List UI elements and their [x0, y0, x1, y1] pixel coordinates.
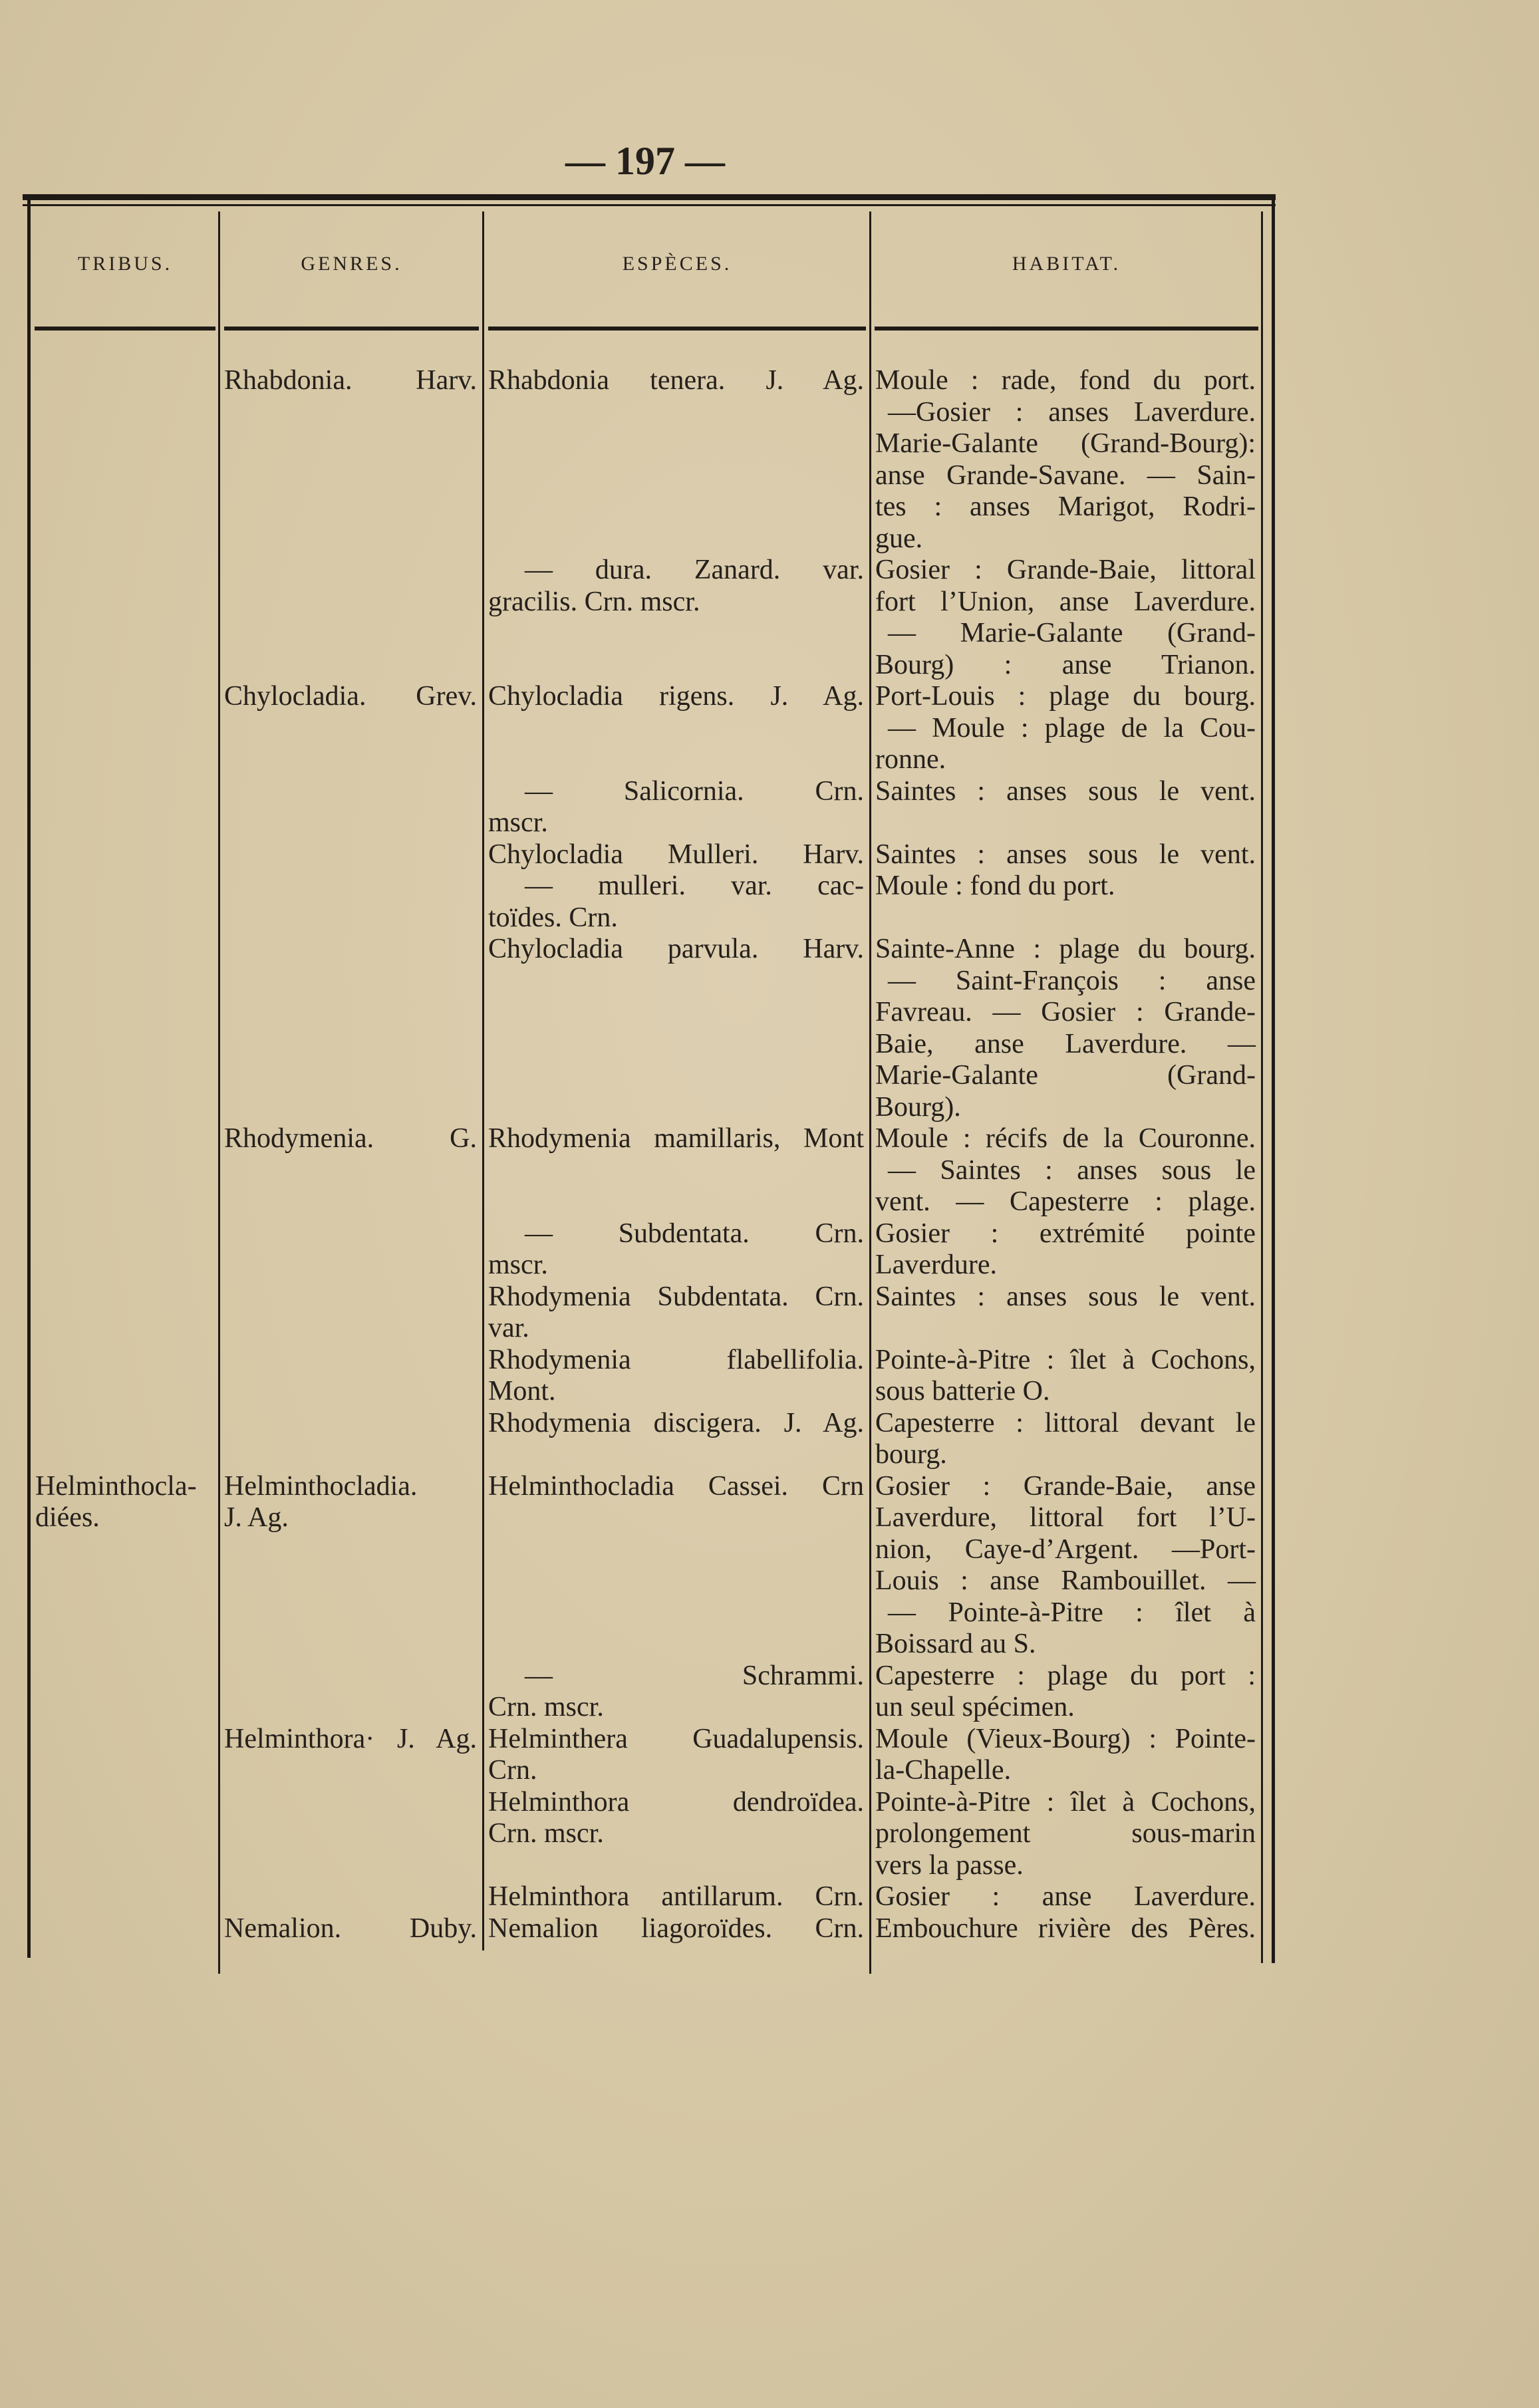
- table-line: [31, 491, 1262, 523]
- genres-cell: [219, 839, 484, 871]
- habitat-cell: Gosier : anse Laverdure.: [875, 1881, 1256, 1912]
- tribus-cell: [31, 1818, 219, 1850]
- genres-cell: [219, 1565, 484, 1597]
- especes-cell: Crn. mscr.: [488, 1818, 604, 1849]
- habitat-cell: Moule (Vieux-Bourg) : Pointe-: [875, 1723, 1256, 1754]
- header-genres: GENRES.: [301, 253, 402, 275]
- tribus-cell: [31, 1186, 219, 1218]
- especes-cell: [484, 650, 871, 682]
- table-line: [31, 1155, 1262, 1187]
- habitat-cell: Pointe-à-Pitre : îlet à Cochons,: [875, 1786, 1256, 1817]
- header-habitat: HABITAT.: [1012, 253, 1121, 275]
- tribus-cell: [31, 744, 219, 776]
- tribus-cell: [31, 555, 219, 587]
- genres-cell: Nemalion. Duby.: [224, 1913, 477, 1944]
- especes-cell: [484, 618, 871, 650]
- tribus-cell: Helminthocla-: [35, 1470, 197, 1502]
- genres-cell: [219, 1408, 484, 1440]
- habitat-cell: Embouchure rivière des Pères.: [875, 1913, 1256, 1944]
- table-line: [31, 744, 1262, 776]
- especes-cell: [484, 397, 871, 429]
- table-line: [31, 1060, 1262, 1092]
- especes-cell: Nemalion liagoroïdes. Crn.: [488, 1913, 864, 1944]
- table-line: [31, 1502, 1262, 1534]
- table-line: [31, 1850, 1262, 1882]
- genres-cell: [219, 428, 484, 460]
- tribus-cell: [31, 523, 219, 555]
- habitat-cell: Marie-Galante (Grand-Bourg):: [875, 428, 1256, 459]
- genres-cell: [219, 713, 484, 745]
- genres-cell: Rhodymenia. G.: [224, 1123, 477, 1154]
- genres-cell: [219, 397, 484, 429]
- especes-cell: Rhodymenia discigera. J. Ag.: [488, 1407, 864, 1438]
- habitat-cell: Laverdure, littoral fort l’U-: [875, 1502, 1256, 1533]
- genres-cell: Chylocladia. Grev.: [224, 681, 477, 712]
- especes-cell: — Schrammi.: [525, 1660, 864, 1691]
- table-line: [31, 1724, 1262, 1756]
- genres-cell: [219, 1597, 484, 1629]
- table-line: [31, 839, 1262, 871]
- table-line: [31, 1565, 1262, 1597]
- habitat-cell: gue.: [875, 523, 923, 554]
- habitat-cell: Louis : anse Rambouillet. —: [875, 1565, 1256, 1596]
- especes-cell: [484, 713, 871, 745]
- habitat-cell: Moule : rade, fond du port.: [875, 365, 1256, 396]
- habitat-cell: prolongement sous-marin: [875, 1818, 1256, 1849]
- habitat-cell: un seul spécimen.: [875, 1692, 1075, 1722]
- tribus-cell: [31, 1534, 219, 1566]
- habitat-cell: Moule : récifs de la Couronne.: [875, 1123, 1256, 1154]
- genres-cell: Helminthocladia.: [224, 1470, 418, 1502]
- habitat-cell: vent. — Capesterre : plage.: [875, 1186, 1256, 1217]
- especes-cell: Helminthocladia Cassei. Crn: [488, 1470, 864, 1502]
- table-line: [31, 428, 1262, 460]
- habitat-cell: vers la passe.: [875, 1849, 1024, 1881]
- habitat-cell: Bourg) : anse Trianon.: [875, 649, 1256, 680]
- tribus-cell: [31, 1376, 219, 1408]
- table-line: [31, 618, 1262, 650]
- table-line: [31, 1439, 1262, 1471]
- tribus-cell: [31, 1250, 219, 1281]
- genres-cell: [219, 934, 484, 966]
- table-line: [31, 1913, 1262, 1945]
- habitat-cell: Marie-Galante (Grand-: [875, 1060, 1256, 1091]
- habitat-cell: Capesterre : littoral devant le: [875, 1407, 1256, 1438]
- genres-cell: [219, 1313, 484, 1345]
- table-line: [31, 966, 1262, 998]
- genres-cell: [219, 1218, 484, 1250]
- especes-cell: [484, 1092, 871, 1124]
- table-line: [31, 1218, 1262, 1250]
- genres-cell: [219, 555, 484, 587]
- tribus-cell: [31, 1881, 219, 1913]
- table-line: [31, 1123, 1262, 1155]
- tribus-cell: [31, 587, 219, 618]
- tribus-cell: [31, 776, 219, 808]
- tribus-cell: [31, 1155, 219, 1187]
- genres-cell: [219, 587, 484, 618]
- genres-cell: [219, 902, 484, 934]
- especes-cell: [484, 966, 871, 998]
- table-line: [31, 1345, 1262, 1377]
- especes-cell: Chylocladia parvula. Harv.: [488, 934, 864, 964]
- especes-cell: [484, 997, 871, 1029]
- table-line: [31, 1092, 1262, 1124]
- tribus-cell: [31, 870, 219, 902]
- genres-cell: [219, 1250, 484, 1281]
- especes-cell: [484, 1597, 871, 1629]
- table-line: [31, 1376, 1262, 1408]
- table-line: [31, 1661, 1262, 1692]
- table-line: [31, 1692, 1262, 1724]
- tribus-cell: [31, 1345, 219, 1377]
- habitat-cell: — Saint-François : anse: [888, 965, 1256, 996]
- genres-cell: [219, 491, 484, 523]
- table-line: [31, 555, 1262, 587]
- genres-cell: [219, 1755, 484, 1787]
- especes-cell: [484, 1629, 871, 1661]
- genres-cell: [219, 1692, 484, 1724]
- table-line: [31, 1818, 1262, 1850]
- habitat-cell: Bourg).: [875, 1091, 961, 1123]
- habitat-cell: Moule : fond du port.: [875, 870, 1115, 901]
- genres-cell: [219, 1534, 484, 1566]
- habitat-cell: [871, 1313, 1262, 1345]
- habitat-cell: Baie, anse Laverdure. —: [875, 1028, 1256, 1059]
- table-line: [31, 1029, 1262, 1061]
- tribus-cell: [31, 1629, 219, 1661]
- page-number: — 197 —: [565, 139, 725, 183]
- habitat-cell: Saintes : anses sous le vent.: [875, 839, 1256, 870]
- header-underline: [875, 327, 1258, 331]
- tribus-cell: [31, 966, 219, 998]
- especes-cell: Chylocladia Mulleri. Harv.: [488, 839, 864, 870]
- tribus-cell: [31, 1092, 219, 1124]
- especes-cell: — Salicornia. Crn.: [525, 775, 864, 807]
- genres-cell: Rhabdonia. Harv.: [224, 365, 477, 396]
- tribus-cell: [31, 713, 219, 745]
- genres-cell: [219, 1345, 484, 1377]
- genres-cell: [219, 870, 484, 902]
- habitat-cell: fort l’Union, anse Laverdure.: [875, 586, 1256, 617]
- habitat-cell: Pointe-à-Pitre : îlet à Cochons,: [875, 1344, 1256, 1375]
- table-line: [31, 460, 1262, 492]
- habitat-cell: Boissard au S.: [875, 1629, 1036, 1659]
- especes-cell: var.: [488, 1313, 529, 1343]
- tribus-cell: [31, 1597, 219, 1629]
- habitat-cell: — Marie-Galante (Grand-: [888, 618, 1256, 648]
- table-line: [31, 934, 1262, 966]
- table-line: [31, 1471, 1262, 1503]
- especes-cell: — dura. Zanard. var.: [525, 555, 864, 585]
- table-top-rule: [23, 194, 1276, 200]
- especes-cell: [484, 1186, 871, 1218]
- habitat-cell: Saintes : anses sous le vent.: [875, 1281, 1256, 1312]
- especes-cell: Rhodymenia Subdentata. Crn.: [488, 1281, 864, 1312]
- tribus-cell: [31, 902, 219, 934]
- tribus-cell: [31, 460, 219, 492]
- tribus-cell: diées.: [35, 1502, 100, 1533]
- table-line: [31, 713, 1262, 745]
- genres-cell: [219, 460, 484, 492]
- genres-cell: [219, 1850, 484, 1882]
- tribus-cell: [31, 1565, 219, 1597]
- genres-cell: [219, 776, 484, 808]
- table-line: [31, 1629, 1262, 1661]
- genres-cell: [219, 1155, 484, 1187]
- genres-cell: [219, 1881, 484, 1913]
- tribus-cell: [31, 1218, 219, 1250]
- genres-cell: [219, 1629, 484, 1661]
- header-underline: [224, 327, 479, 331]
- table-top-thin-rule: [23, 204, 1276, 206]
- table-line: [31, 870, 1262, 902]
- tribus-cell: [31, 1408, 219, 1440]
- genres-cell: [219, 966, 484, 998]
- genres-cell: [219, 1439, 484, 1471]
- genres-cell: [219, 997, 484, 1029]
- genres-cell: Helminthora· J. Ag.: [224, 1723, 477, 1754]
- table-line: [31, 997, 1262, 1029]
- especes-cell: [484, 460, 871, 492]
- habitat-cell: Gosier : extrémité pointe: [875, 1218, 1256, 1249]
- especes-cell: Rhabdonia tenera. J. Ag.: [488, 365, 864, 396]
- especes-cell: [484, 1534, 871, 1566]
- habitat-cell: nion, Caye-d’Argent. —Port-: [875, 1534, 1256, 1565]
- table-line: [31, 1787, 1262, 1819]
- tribus-cell: [31, 1850, 219, 1882]
- especes-cell: [484, 744, 871, 776]
- especes-cell: Mont.: [488, 1376, 556, 1406]
- tribus-cell: [31, 997, 219, 1029]
- habitat-cell: Favreau. — Gosier : Grande-: [875, 997, 1256, 1027]
- genres-cell: [219, 1092, 484, 1124]
- table-line: [31, 1313, 1262, 1345]
- table-line: [31, 1755, 1262, 1787]
- habitat-cell: —Gosier : anses Laverdure.: [888, 396, 1256, 428]
- especes-cell: [484, 1060, 871, 1092]
- especes-cell: — mulleri. var. cac-: [525, 870, 864, 901]
- table-line: [31, 681, 1262, 713]
- table-line: [31, 1881, 1262, 1913]
- especes-cell: [484, 1155, 871, 1187]
- habitat-cell: bourg.: [875, 1439, 947, 1470]
- especes-cell: Helminthera Guadalupensis.: [488, 1723, 864, 1754]
- habitat-cell: Laverdure.: [875, 1250, 998, 1280]
- tribus-cell: [31, 618, 219, 650]
- table-line: [31, 1250, 1262, 1281]
- genres-cell: [219, 618, 484, 650]
- tribus-cell: [31, 1661, 219, 1692]
- tribus-cell: [31, 1692, 219, 1724]
- especes-cell: — Subdentata. Crn.: [525, 1218, 864, 1249]
- especes-cell: [484, 1029, 871, 1061]
- genres-cell: J. Ag.: [224, 1502, 289, 1533]
- tribus-cell: [31, 807, 219, 839]
- especes-cell: [484, 1850, 871, 1882]
- habitat-cell: [871, 807, 1262, 839]
- especes-cell: [484, 428, 871, 460]
- habitat-cell: Saintes : anses sous le vent.: [875, 775, 1256, 807]
- genres-cell: [219, 1029, 484, 1061]
- especes-cell: [484, 1565, 871, 1597]
- table-line: [31, 587, 1262, 618]
- tribus-cell: [31, 491, 219, 523]
- genres-cell: [219, 1281, 484, 1313]
- tribus-cell: [31, 1029, 219, 1061]
- especes-cell: mscr.: [488, 807, 548, 838]
- tribus-cell: [31, 1724, 219, 1756]
- genres-cell: [219, 1818, 484, 1850]
- tribus-cell: [31, 839, 219, 871]
- especes-cell: [484, 1502, 871, 1534]
- tribus-cell: [31, 1439, 219, 1471]
- tribus-cell: [31, 1281, 219, 1313]
- table-line: [31, 1597, 1262, 1629]
- tribus-cell: [31, 681, 219, 713]
- header-underline: [488, 327, 866, 331]
- table-line: [31, 1408, 1262, 1440]
- habitat-cell: [871, 902, 1262, 934]
- genres-cell: [219, 1060, 484, 1092]
- table-line: [31, 523, 1262, 555]
- header-especes: ESPÈCES.: [622, 253, 732, 275]
- tribus-cell: [31, 397, 219, 429]
- habitat-cell: — Pointe-à-Pitre : îlet à: [888, 1597, 1256, 1628]
- table-line: [31, 1186, 1262, 1218]
- especes-cell: [484, 523, 871, 555]
- habitat-cell: Gosier : Grande-Baie, anse: [875, 1470, 1256, 1502]
- especes-cell: Rhodymenia flabellifolia.: [488, 1344, 864, 1375]
- especes-cell: [484, 491, 871, 523]
- habitat-cell: sous batterie O.: [875, 1376, 1050, 1406]
- especes-cell: Helminthora dendroïdea.: [488, 1786, 864, 1817]
- habitat-cell: la-Chapelle.: [875, 1755, 1012, 1786]
- tribus-cell: [31, 1755, 219, 1787]
- genres-cell: [219, 1376, 484, 1408]
- especes-cell: Rhodymenia mamillaris, Mont: [488, 1123, 864, 1154]
- habitat-cell: — Saintes : anses sous le: [888, 1154, 1256, 1186]
- habitat-cell: Sainte-Anne : plage du bourg.: [875, 934, 1256, 964]
- table-line: [31, 1534, 1262, 1566]
- especes-cell: mscr.: [488, 1250, 548, 1280]
- table-right-border: [1272, 194, 1275, 1963]
- genres-cell: [219, 744, 484, 776]
- especes-cell: toïdes. Crn.: [488, 902, 618, 933]
- tribus-cell: [31, 1123, 219, 1155]
- genres-cell: [219, 807, 484, 839]
- table-body: [31, 365, 1262, 1944]
- habitat-cell: tes : anses Marigot, Rodri-: [875, 491, 1256, 522]
- table-line: [31, 902, 1262, 934]
- tribus-cell: [31, 1313, 219, 1345]
- especes-cell: gracilis. Crn. mscr.: [488, 586, 700, 617]
- tribus-cell: [31, 1913, 219, 1945]
- genres-cell: [219, 523, 484, 555]
- habitat-cell: Port-Louis : plage du bourg.: [875, 681, 1256, 712]
- genres-cell: [219, 1787, 484, 1819]
- habitat-cell: Gosier : Grande-Baie, littoral: [875, 555, 1256, 585]
- table-line: [31, 397, 1262, 429]
- genres-cell: [219, 1661, 484, 1692]
- tribus-cell: [31, 428, 219, 460]
- genres-cell: [219, 1186, 484, 1218]
- especes-cell: Helminthora antillarum. Crn.: [488, 1881, 864, 1912]
- habitat-cell: Capesterre : plage du port :: [875, 1660, 1256, 1691]
- table-line: [31, 1281, 1262, 1313]
- especes-cell: Crn. mscr.: [488, 1692, 604, 1722]
- header-underline: [35, 327, 215, 331]
- habitat-cell: — Moule : plage de la Cou-: [888, 712, 1256, 743]
- genres-cell: [219, 650, 484, 682]
- tribus-cell: [31, 1787, 219, 1819]
- especes-cell: [484, 1439, 871, 1471]
- table-line: [31, 365, 1262, 397]
- especes-cell: Crn.: [488, 1755, 537, 1786]
- table-line: [31, 807, 1262, 839]
- especes-cell: Chylocladia rigens. J. Ag.: [488, 681, 864, 712]
- tribus-cell: [31, 934, 219, 966]
- header-tribus: TRIBUS.: [77, 253, 173, 275]
- tribus-cell: [31, 365, 219, 397]
- tribus-cell: [31, 650, 219, 682]
- habitat-cell: ronne.: [875, 744, 946, 775]
- tribus-cell: [31, 1060, 219, 1092]
- table-line: [31, 776, 1262, 808]
- table-line: [31, 650, 1262, 682]
- habitat-cell: anse Grande-Savane. — Sain-: [875, 460, 1256, 491]
